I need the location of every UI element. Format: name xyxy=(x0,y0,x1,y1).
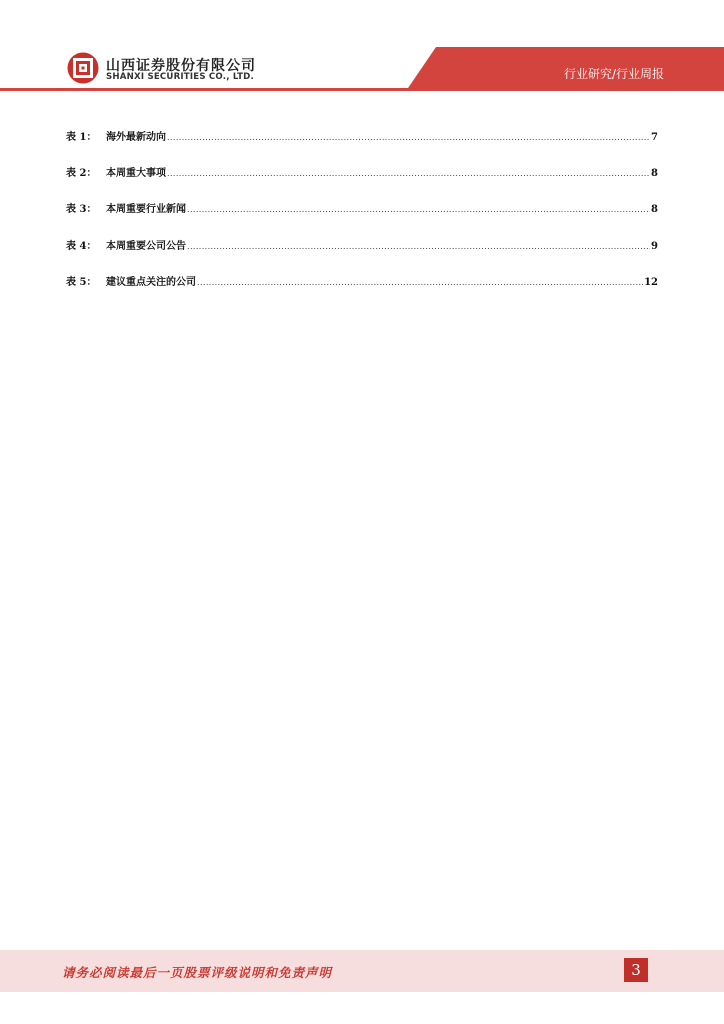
table-of-figures xyxy=(66,128,658,309)
toc-entry-title: 本周重要公司公告 xyxy=(106,240,186,252)
toc-entry-label: 表 2： xyxy=(66,168,97,180)
toc-entry[interactable] xyxy=(66,200,658,236)
dot-leader xyxy=(187,242,650,251)
toc-entry-label: 表 5： xyxy=(66,276,97,288)
toc-entry-title: 海外最新动向 xyxy=(106,132,166,143)
toc-entry-title: 本周重要行业新闻 xyxy=(106,204,186,216)
dot-leader xyxy=(167,169,650,178)
page-header xyxy=(0,0,724,96)
toc-entry-label: 表 4： xyxy=(66,240,97,252)
toc-entry-page: 8 xyxy=(651,168,658,180)
page-number-badge: 3 xyxy=(624,958,648,982)
toc-entry-page: 9 xyxy=(651,240,658,252)
toc-entry-label: 表 1： xyxy=(66,132,97,143)
toc-entry[interactable] xyxy=(66,273,658,309)
dot-leader xyxy=(167,133,650,142)
toc-entry-page: 8 xyxy=(651,204,658,216)
dot-leader xyxy=(197,278,643,287)
report-type: 行业研究/行业周报 xyxy=(563,67,664,81)
toc-entry-title: 建议重点关注的公司 xyxy=(106,276,196,288)
dot-leader xyxy=(187,205,650,214)
company-name-cn: 山西证券股份有限公司 xyxy=(106,58,256,74)
toc-entry[interactable] xyxy=(66,237,658,273)
disclaimer-note: 请务必阅读最后一页股票评级说明和免责声明 xyxy=(62,965,333,980)
toc-entry-label: 表 3： xyxy=(66,204,97,216)
toc-entry[interactable] xyxy=(66,128,658,164)
toc-entry[interactable] xyxy=(66,164,658,200)
page-footer xyxy=(0,950,724,992)
company-name-en: SHANXI SECURITIES CO., LTD. xyxy=(106,72,254,82)
toc-entry-page: 12 xyxy=(644,276,658,288)
toc-entry-title: 本周重大事项 xyxy=(106,168,166,180)
toc-entry-page: 7 xyxy=(651,132,658,143)
shanxi-securities-logo-icon xyxy=(66,51,100,85)
